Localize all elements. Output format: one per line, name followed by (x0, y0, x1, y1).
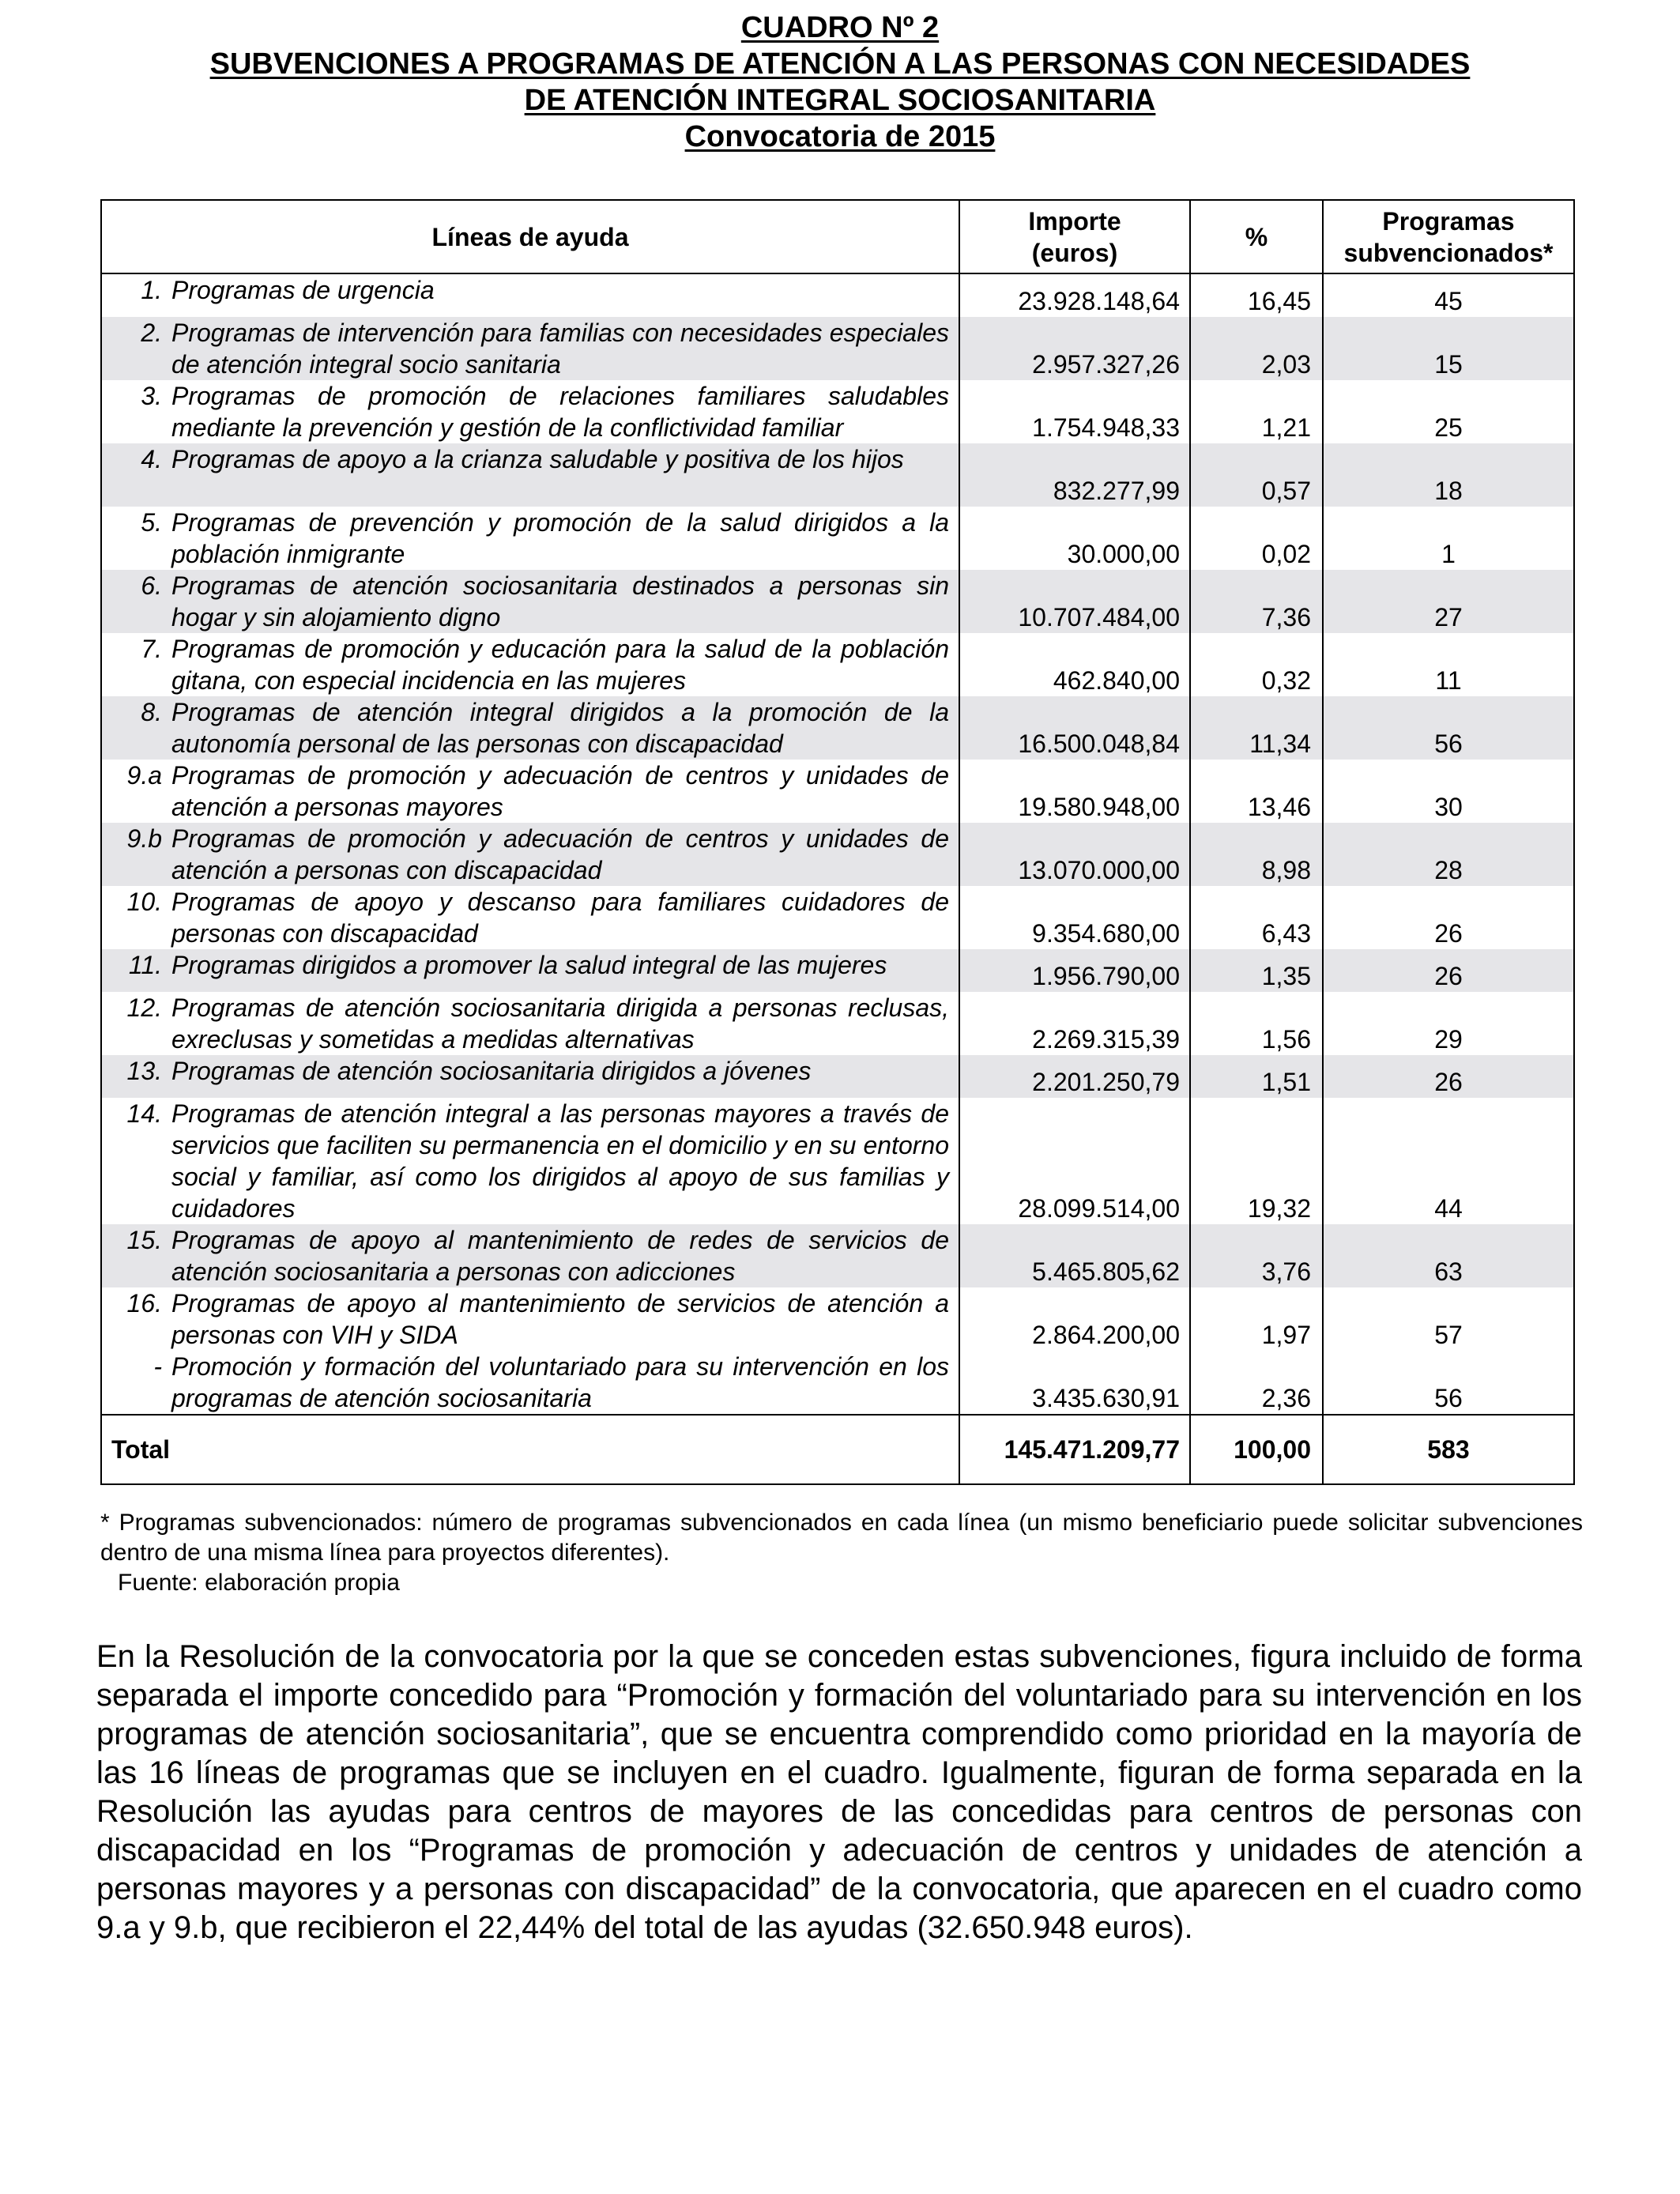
row-line-cell (101, 443, 959, 507)
row-programas: 44 (1323, 1098, 1574, 1224)
row-programas: 15 (1323, 317, 1574, 380)
subsidies-table (100, 199, 1575, 1485)
row-number: 2. (141, 319, 162, 347)
header-programas-line2: subvencionados* (1343, 238, 1554, 267)
row-description: Programas de urgencia (171, 276, 435, 304)
row-number: 9.a (126, 761, 162, 790)
row-number: 11. (128, 951, 162, 979)
row-importe: 2.957.327,26 (959, 317, 1190, 380)
row-pct: 16,45 (1190, 273, 1323, 317)
total-programas: 583 (1323, 1415, 1574, 1484)
table-title-line1: SUBVENCIONES A PROGRAMAS DE ATENCIÓN A LAS PERSONAS CON NECESIDADES (209, 47, 1471, 81)
row-programas: 26 (1323, 1055, 1574, 1098)
row-pct: 13,46 (1190, 760, 1323, 823)
table-number: CUADRO Nº 2 (740, 11, 940, 44)
row-importe: 2.864.200,00 (959, 1287, 1190, 1351)
table-row (101, 823, 1574, 886)
row-programas: 18 (1323, 443, 1574, 507)
row-line-cell (101, 1055, 959, 1098)
row-number: 13. (126, 1057, 162, 1085)
row-number: 5. (141, 508, 162, 537)
table-row (101, 443, 1574, 507)
row-importe: 832.277,99 (959, 443, 1190, 507)
row-importe: 16.500.048,84 (959, 696, 1190, 760)
row-pct: 1,56 (1190, 992, 1323, 1055)
row-description: Programas de atención sociosanitaria dirigida a personas reclusas, exreclusas y sometidas a medidas alternativas (171, 993, 949, 1054)
table-row (101, 317, 1574, 380)
row-description: Programas de promoción y adecuación de centros y unidades de atención a personas mayores (171, 761, 949, 821)
row-pct: 1,35 (1190, 949, 1323, 992)
row-pct: 1,21 (1190, 380, 1323, 443)
row-description: Programas de promoción de relaciones familiares saludables mediante la prevención y gestión de la conflictividad familiar (171, 382, 949, 442)
row-pct: 0,02 (1190, 507, 1323, 570)
row-pct: 7,36 (1190, 570, 1323, 633)
row-description: Programas de apoyo al mantenimiento de servicios de atención a personas con VIH y SIDA (171, 1289, 949, 1349)
row-description: Programas de prevención y promoción de la salud dirigidos a la población inmigrante (171, 508, 949, 568)
row-importe: 1.956.790,00 (959, 949, 1190, 992)
row-description: Programas de atención integral dirigidos a la promoción de la autonomía personal de las personas con discapacidad (171, 698, 949, 758)
table-title-line2: DE ATENCIÓN INTEGRAL SOCIOSANITARIA (524, 84, 1156, 117)
row-line-cell (101, 507, 959, 570)
row-description: Programas de intervención para familias con necesidades especiales de atención integral socio sanitaria (171, 319, 949, 379)
row-pct: 19,32 (1190, 1098, 1323, 1224)
row-pct: 0,57 (1190, 443, 1323, 507)
row-number: 4. (141, 445, 162, 473)
row-number: 3. (141, 382, 162, 410)
table-row (101, 633, 1574, 696)
row-pct: 1,97 (1190, 1287, 1323, 1351)
row-pct: 11,34 (1190, 696, 1323, 760)
row-importe: 30.000,00 (959, 507, 1190, 570)
header-lineas: Líneas de ayuda (101, 200, 959, 273)
header-importe (959, 200, 1190, 273)
row-importe: 13.070.000,00 (959, 823, 1190, 886)
table-row (101, 1224, 1574, 1287)
title-block (0, 9, 1680, 155)
row-line-cell (101, 760, 959, 823)
header-pct: % (1190, 200, 1323, 273)
row-number: 7. (141, 635, 162, 663)
row-pct: 0,32 (1190, 633, 1323, 696)
table-row (101, 1098, 1574, 1224)
row-line-cell (101, 1351, 959, 1415)
total-label: Total (101, 1415, 959, 1484)
row-importe: 2.201.250,79 (959, 1055, 1190, 1098)
row-number: 15. (126, 1226, 162, 1254)
table-row (101, 1055, 1574, 1098)
row-description: Programas de atención integral a las personas mayores a través de servicios que faciliten su permanencia en el domicilio y en su entorno social y familiar, así como los dirigidos al apoyo de sus familias y cuidadores (171, 1099, 949, 1223)
table-row (101, 1351, 1574, 1415)
header-importe-line1: Importe (1028, 206, 1121, 236)
row-line-cell (101, 317, 959, 380)
table-row (101, 570, 1574, 633)
total-pct: 100,00 (1190, 1415, 1323, 1484)
table-header-row (101, 200, 1574, 273)
row-importe: 462.840,00 (959, 633, 1190, 696)
row-pct: 1,51 (1190, 1055, 1323, 1098)
row-number: 10. (126, 888, 162, 916)
row-programas: 11 (1323, 633, 1574, 696)
row-pct: 2,03 (1190, 317, 1323, 380)
row-pct: 6,43 (1190, 886, 1323, 949)
row-programas: 57 (1323, 1287, 1574, 1351)
row-line-cell (101, 1287, 959, 1351)
row-number: 6. (141, 571, 162, 600)
row-pct: 2,36 (1190, 1351, 1323, 1415)
row-importe: 9.354.680,00 (959, 886, 1190, 949)
total-row (101, 1415, 1574, 1484)
source-note: Fuente: elaboración propia (118, 1570, 400, 1596)
row-number: - (153, 1352, 162, 1381)
row-line-cell (101, 273, 959, 317)
row-number: 16. (126, 1289, 162, 1318)
row-line-cell (101, 1098, 959, 1224)
header-importe-line2: (euros) (1031, 238, 1118, 267)
table-row (101, 696, 1574, 760)
row-description: Programas de atención sociosanitaria destinados a personas sin hogar y sin alojamiento digno (171, 571, 949, 631)
row-programas: 1 (1323, 507, 1574, 570)
table-subtitle: Convocatoria de 2015 (684, 120, 996, 153)
row-line-cell (101, 633, 959, 696)
row-description: Programas de apoyo y descanso para familiares cuidadores de personas con discapacidad (171, 888, 949, 948)
row-number: 8. (141, 698, 162, 726)
table-row (101, 992, 1574, 1055)
row-line-cell (101, 570, 959, 633)
row-number: 12. (126, 993, 162, 1022)
row-line-cell (101, 1224, 959, 1287)
row-programas: 26 (1323, 886, 1574, 949)
row-description: Programas de promoción y educación para la salud de la población gitana, con especial incidencia en las mujeres (171, 635, 949, 695)
header-programas-line1: Programas (1382, 206, 1515, 236)
row-importe: 5.465.805,62 (959, 1224, 1190, 1287)
asterisk-note: * Programas subvencionados: número de programas subvencionados en cada línea (un mismo beneficiario puede solicitar subvenciones dentro de una misma línea para proyectos diferentes). (100, 1510, 1583, 1566)
row-description: Programas dirigidos a promover la salud integral de las mujeres (171, 951, 887, 979)
row-programas: 27 (1323, 570, 1574, 633)
row-line-cell (101, 696, 959, 760)
row-line-cell (101, 886, 959, 949)
body-paragraph: En la Resolución de la convocatoria por la que se conceden estas subvenciones, figura incluido de forma separada el importe concedido para “Promoción y formación del voluntariado para su intervención en los programas de atención sociosanitaria”, que se encuentra comprendido como prioridad en la mayoría de las 16 líneas de programas que se incluyen en el cuadro. Igualmente, figuran de forma separada en la Resolución las ayudas para centros de mayores de las concedidas para centros de personas con discapacidad en los “Programas de promoción y adecuación de centros y unidades de atención a personas mayores y a personas con discapacidad” de la convocatoria, que aparecen en el cuadro como 9.a y 9.b, que recibieron el 22,44% del total de las ayudas (32.650.948 euros). (96, 1639, 1582, 1945)
row-programas: 26 (1323, 949, 1574, 992)
row-description: Programas de promoción y adecuación de centros y unidades de atención a personas con discapacidad (171, 824, 949, 884)
table-row (101, 760, 1574, 823)
header-programas (1323, 200, 1574, 273)
row-pct: 3,76 (1190, 1224, 1323, 1287)
row-importe: 3.435.630,91 (959, 1351, 1190, 1415)
row-programas: 28 (1323, 823, 1574, 886)
table-row (101, 273, 1574, 317)
table-row (101, 886, 1574, 949)
row-importe: 23.928.148,64 (959, 273, 1190, 317)
row-description: Promoción y formación del voluntariado para su intervención en los programas de atención sociosanitaria (171, 1352, 949, 1412)
row-line-cell (101, 823, 959, 886)
row-programas: 25 (1323, 380, 1574, 443)
row-description: Programas de apoyo al mantenimiento de redes de servicios de atención sociosanitaria a personas con adicciones (171, 1226, 949, 1286)
row-programas: 29 (1323, 992, 1574, 1055)
table-row (101, 1287, 1574, 1351)
row-importe: 10.707.484,00 (959, 570, 1190, 633)
row-line-cell (101, 380, 959, 443)
row-importe: 19.580.948,00 (959, 760, 1190, 823)
table-notes (100, 1508, 1583, 1598)
table-row (101, 949, 1574, 992)
row-importe: 1.754.948,33 (959, 380, 1190, 443)
row-line-cell (101, 949, 959, 992)
row-importe: 2.269.315,39 (959, 992, 1190, 1055)
table-row (101, 507, 1574, 570)
row-line-cell (101, 992, 959, 1055)
row-importe: 28.099.514,00 (959, 1098, 1190, 1224)
row-pct: 8,98 (1190, 823, 1323, 886)
row-programas: 56 (1323, 696, 1574, 760)
row-number: 14. (126, 1099, 162, 1128)
row-programas: 56 (1323, 1351, 1574, 1415)
row-description: Programas de atención sociosanitaria dirigidos a jóvenes (171, 1057, 812, 1085)
row-number: 1. (141, 276, 162, 304)
row-programas: 30 (1323, 760, 1574, 823)
table-row (101, 380, 1574, 443)
row-description: Programas de apoyo a la crianza saludable y positiva de los hijos (171, 445, 904, 473)
total-importe: 145.471.209,77 (959, 1415, 1190, 1484)
row-programas: 45 (1323, 273, 1574, 317)
row-number: 9.b (126, 824, 162, 853)
row-programas: 63 (1323, 1224, 1574, 1287)
